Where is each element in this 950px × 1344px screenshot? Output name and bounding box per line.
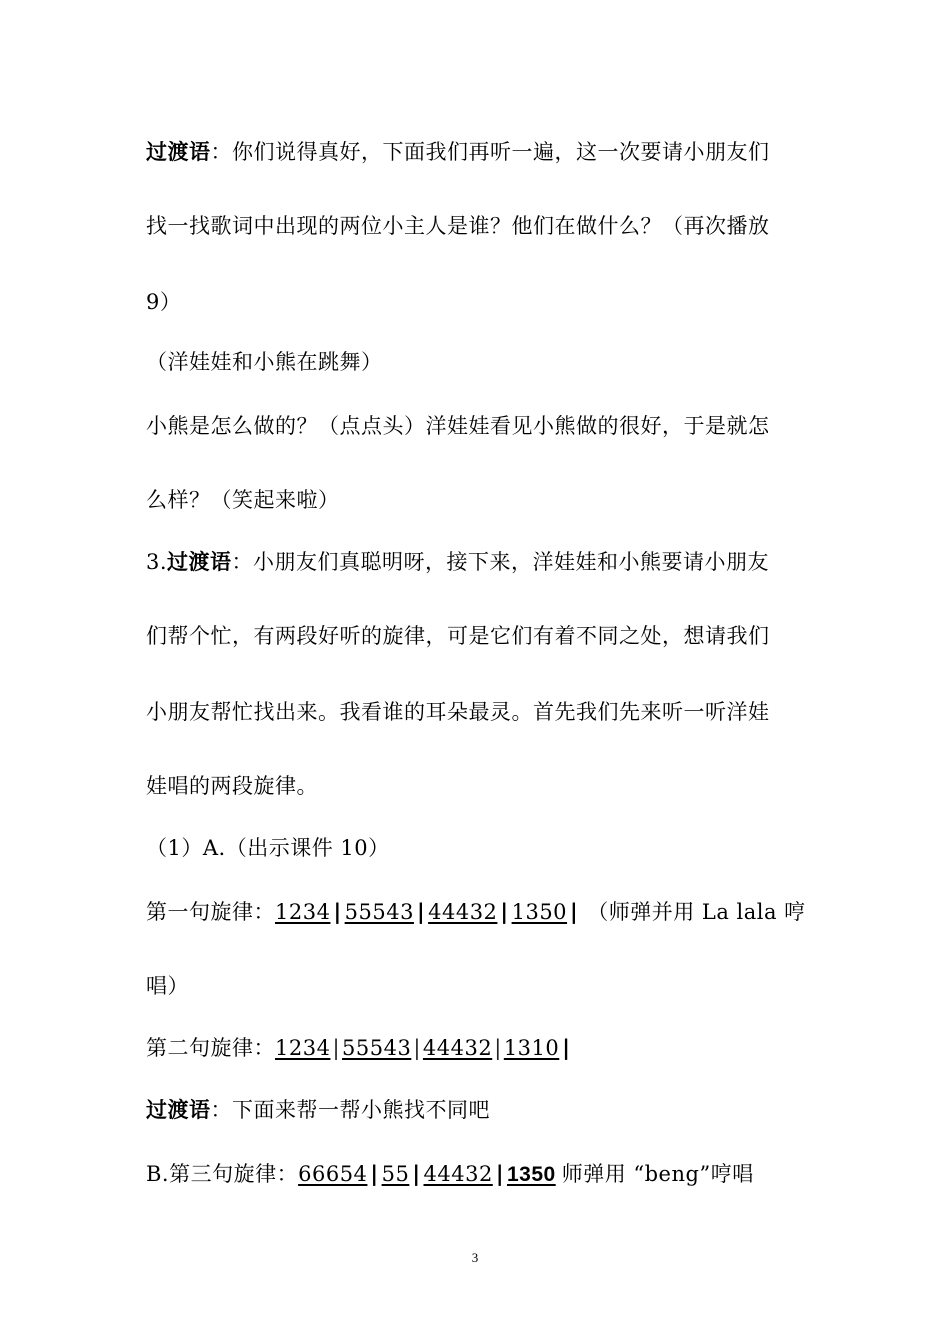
melody-notes: 1234 [275, 1036, 331, 1060]
melody-notes: 1350 [506, 1163, 556, 1186]
melody-line-3 [146, 1160, 754, 1189]
melody-notes: 1350 [511, 900, 568, 924]
line-text: 师弹用 “beng”哼唱 [561, 1162, 754, 1186]
paragraph-line: 小朋友帮忙找出来。我看谁的耳朵最灵。首先我们先来听一听洋娃 [146, 700, 770, 724]
melody-label: 第二句旋律： [146, 1036, 275, 1060]
paragraph-line: 小熊是怎么做的？（点点头）洋娃娃看见小熊做的很好，于是就怎 [146, 414, 770, 438]
bar-line: | [570, 900, 579, 924]
paragraph-line: 9） [146, 290, 182, 314]
paragraph-line: （1）A.（出示课件 10） [146, 836, 390, 860]
paragraph-line: （洋娃娃和小熊在跳舞） [146, 350, 383, 374]
line-text: ：你们说得真好，下面我们再听一遍，这一次要请小朋友们 [210, 140, 770, 164]
line-text: ：下面来帮一帮小熊找不同吧 [210, 1098, 490, 1122]
bar-line: | [370, 1162, 379, 1186]
melody-notes: 55543 [344, 900, 414, 924]
paragraph-line: 唱） [146, 974, 189, 998]
item-number: 3. [146, 550, 168, 574]
melody-line-1 [146, 898, 806, 926]
melody-notes: 55543 [342, 1036, 412, 1060]
paragraph-line [146, 1096, 490, 1124]
transition-label: 过渡语 [146, 140, 211, 164]
melody-notes: 66654 [298, 1162, 368, 1186]
paragraph-line: 么样？（笑起来啦） [146, 488, 340, 512]
melody-line-2 [146, 1034, 573, 1062]
bar-line: | [494, 1036, 502, 1060]
melody-notes: 1234 [275, 900, 331, 924]
page-number: 3 [471, 1250, 479, 1265]
bar-line: | [333, 900, 342, 924]
bar-line: | [416, 900, 426, 924]
paragraph-line [146, 548, 769, 576]
melody-label: 第一句旋律： [146, 900, 275, 924]
melody-notes: 44432 [422, 1036, 493, 1060]
paragraph-line [146, 138, 770, 166]
melody-label: B.第三句旋律： [146, 1162, 299, 1186]
melody-notes: 1310 [503, 1036, 560, 1060]
melody-notes: 44432 [428, 900, 498, 924]
line-text: ：小朋友们真聪明呀，接下来，洋娃娃和小熊要请小朋友 [231, 550, 770, 574]
transition-label: 过渡语 [146, 1098, 211, 1122]
bar-line: | [495, 1162, 504, 1186]
bar-line: | [413, 1036, 421, 1060]
bar-line: | [562, 1036, 571, 1060]
bar-line: | [500, 900, 509, 924]
paragraph-line: 们帮个忙，有两段好听的旋律，可是它们有着不同之处，想请我们 [146, 624, 770, 648]
bar-line: | [412, 1162, 421, 1186]
paragraph-line: 找一找歌词中出现的两位小主人是谁？他们在做什么？（再次播放 [146, 214, 770, 238]
melody-notes: 44432 [423, 1162, 493, 1186]
transition-label: 过渡语 [167, 550, 232, 574]
melody-notes: 55 [381, 1162, 410, 1186]
line-text: （师弹并用 La lala 哼 [587, 900, 806, 924]
paragraph-line: 娃唱的两段旋律。 [146, 774, 318, 798]
bar-line: | [332, 1036, 341, 1060]
